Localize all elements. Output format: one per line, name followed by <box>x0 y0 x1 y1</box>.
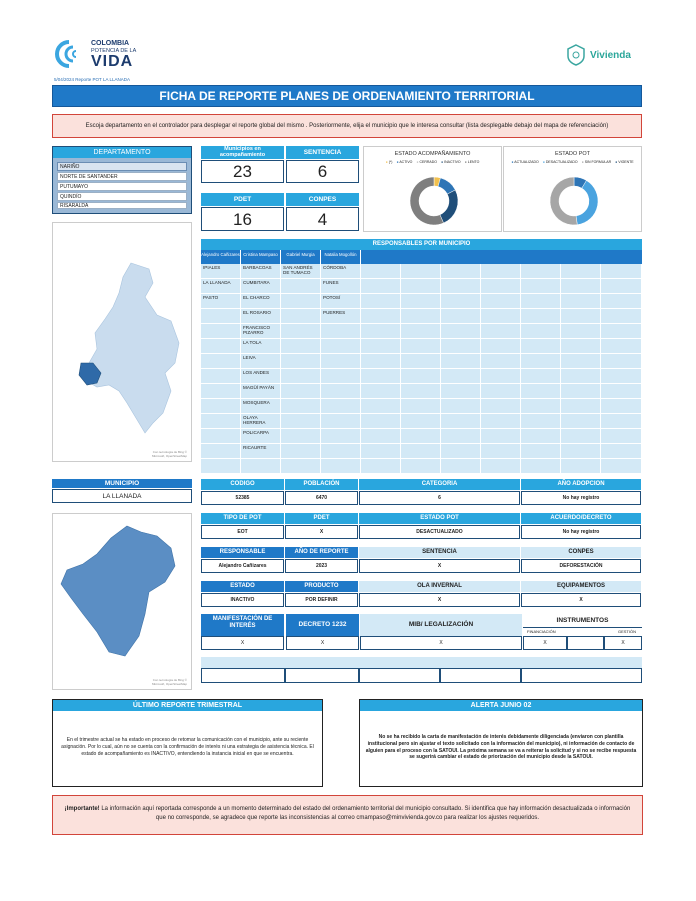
chart-legend <box>364 160 501 164</box>
table-cell <box>441 339 481 354</box>
financiacion-label: FINANCIACIÓN <box>527 629 556 634</box>
table-cell <box>321 414 361 429</box>
kpi-label: SENTENCIA <box>286 146 359 159</box>
table-cell <box>521 279 561 294</box>
table-cell <box>441 294 481 309</box>
info-value: EOT <box>201 525 284 539</box>
chart-title: ESTADO POT <box>554 151 591 157</box>
info-row-4 <box>201 581 642 607</box>
table-cell <box>521 384 561 399</box>
table-cell <box>321 384 361 399</box>
table-cell: LOS ANDES <box>241 369 281 384</box>
legend-item: ● (*) <box>385 160 393 164</box>
table-row <box>201 369 642 384</box>
table-row <box>201 309 642 324</box>
info-label: PRODUCTO <box>285 581 358 592</box>
info-label: ESTADO <box>201 581 284 592</box>
info-value: 2023 <box>285 559 358 573</box>
table-cell: POLICARPA <box>241 429 281 444</box>
vivienda-label: Vivienda <box>590 50 631 61</box>
table-cell: RICAURTE <box>241 444 281 459</box>
logo-line3: VIDA <box>91 53 134 70</box>
legend-item: ● LENTO <box>464 160 480 164</box>
vivienda-logo <box>566 44 646 68</box>
table-cell <box>601 354 642 369</box>
table-row <box>201 429 642 444</box>
responsables-table <box>201 239 642 462</box>
responsables-header <box>201 250 642 264</box>
gestion-value: X <box>604 636 642 650</box>
financiacion-value: X <box>523 636 567 650</box>
table-cell <box>561 429 601 444</box>
table-cell <box>401 459 441 474</box>
departamento-slicer <box>52 146 192 214</box>
colombia-logo-icon <box>54 39 86 69</box>
table-cell <box>441 429 481 444</box>
table-cell <box>561 414 601 429</box>
table-cell <box>401 279 441 294</box>
colombia-map-shape <box>53 223 191 461</box>
table-cell <box>361 459 401 474</box>
info-label: AÑO ADOPCION <box>521 479 641 490</box>
table-cell <box>361 444 401 459</box>
table-cell <box>601 294 642 309</box>
ultimo-reporte-text: En el trimestre actual se ha estado en proceso de retomar la comunicación con el municipio, ante su reciente asignación. Por lo cual, aún no se cuenta con la confirmación de interés ni una estrategia de asistencia técnica. El estado de acompañamiento es INACTIVO, entendiendo la instancia inicial en que se encuentra. <box>61 737 314 757</box>
table-cell <box>401 369 441 384</box>
table-cell <box>321 339 361 354</box>
table-cell <box>601 369 642 384</box>
table-cell: MAGÜÍ PAYÁN <box>241 384 281 399</box>
legend-item: ● VIGENTE <box>615 160 634 164</box>
table-cell <box>601 414 642 429</box>
table-cell <box>481 459 521 474</box>
kpi-label: PDET <box>201 193 284 206</box>
info-value: DEFORESTACIÓN <box>521 559 641 573</box>
info-row-2 <box>201 513 642 539</box>
table-cell <box>561 444 601 459</box>
table-cell: PASTO <box>201 294 241 309</box>
table-cell: LA TOLA <box>241 339 281 354</box>
table-cell <box>481 429 521 444</box>
info-value: INACTIVO <box>201 593 284 607</box>
chart-estado-pot <box>503 146 642 232</box>
table-cell <box>361 264 401 279</box>
table-cell <box>601 339 642 354</box>
info-label: CONPES <box>521 547 641 558</box>
table-cell: MOSQUERA <box>241 399 281 414</box>
gestion-label: GESTIÓN <box>617 629 636 634</box>
table-cell: EL CHARCO <box>241 294 281 309</box>
table-cell <box>561 294 601 309</box>
empty-cell <box>440 668 521 683</box>
responsable-header: Natalia Mogollón <box>321 250 361 264</box>
departamento-option[interactable]: NORTE DE SANTANDER <box>57 172 187 181</box>
legend-item: ● SIN FORMULAR <box>581 160 612 164</box>
kpi-value: 23 <box>201 160 284 183</box>
table-cell <box>441 324 481 339</box>
donut-slice <box>440 190 458 223</box>
table-cell <box>601 459 642 474</box>
alerta-text: No se ha recibido la carta de manifestación de interés debidamente diligenciada (enviaron con plantilla institucional pero sin ajustar el texto solicitado con la información del municipio), ni información de contacto de alguien para el proceso con la SATOUI. La próxima semana se va a reiterar la solicitud y si no se recibe respuesta se sugerirá cambiar el estado de priorización del municipio desde la SATOUI. <box>365 734 637 761</box>
municipio-select[interactable]: LA LLANADA <box>52 489 192 503</box>
table-cell <box>361 414 401 429</box>
narino-map[interactable] <box>52 513 192 690</box>
responsable-header: Gabriel Murgia <box>281 250 321 264</box>
table-cell <box>601 309 642 324</box>
table-row <box>201 414 642 429</box>
table-cell <box>401 264 441 279</box>
table-cell <box>281 369 321 384</box>
table-cell <box>521 264 561 279</box>
table-cell <box>361 339 401 354</box>
table-cell <box>201 429 241 444</box>
empty-header <box>361 250 642 264</box>
table-cell <box>281 339 321 354</box>
table-cell <box>321 459 361 474</box>
table-cell <box>601 324 642 339</box>
table-cell <box>561 354 601 369</box>
kpi-value: 16 <box>201 207 284 231</box>
table-cell <box>521 294 561 309</box>
table-cell <box>441 384 481 399</box>
table-cell <box>361 294 401 309</box>
table-row <box>201 399 642 414</box>
shield-icon <box>566 44 586 66</box>
table-cell <box>401 414 441 429</box>
empty-cell <box>285 668 359 683</box>
table-cell <box>561 459 601 474</box>
table-cell: BARBACOAS <box>241 264 281 279</box>
table-row <box>201 294 642 309</box>
decreto-value: X <box>286 636 359 650</box>
table-cell <box>561 369 601 384</box>
table-cell <box>441 279 481 294</box>
table-cell: FRANCISCO PIZARRO <box>241 324 281 339</box>
legend-item: ● ACTUALIZADO <box>511 160 539 164</box>
table-cell <box>441 264 481 279</box>
info-value: No hay registro <box>521 491 641 505</box>
table-cell <box>601 444 642 459</box>
responsables-title: RESPONSABLES POR MUNICIPIO <box>201 239 642 250</box>
table-cell <box>481 309 521 324</box>
table-cell <box>281 429 321 444</box>
table-cell <box>601 399 642 414</box>
info-value: X <box>521 593 641 607</box>
table-cell <box>481 399 521 414</box>
info-label: ACUERDO/DECRETO <box>521 513 641 524</box>
table-cell <box>281 294 321 309</box>
table-cell <box>281 324 321 339</box>
table-row <box>201 384 642 399</box>
info-label: RESPONSABLE <box>201 547 284 558</box>
table-cell <box>281 444 321 459</box>
table-row <box>201 444 642 459</box>
table-cell <box>321 369 361 384</box>
table-cell <box>561 399 601 414</box>
page-title: FICHA DE REPORTE PLANES DE ORDENAMIENTO TERRITORIAL <box>52 85 642 107</box>
instrumentos-label: INSTRUMENTOS <box>523 614 642 627</box>
table-cell <box>521 369 561 384</box>
table-cell <box>281 354 321 369</box>
table-cell <box>481 264 521 279</box>
empty-cell <box>359 668 440 683</box>
ultimo-reporte-box <box>52 699 323 787</box>
table-cell <box>401 339 441 354</box>
empty-header-row <box>201 657 642 668</box>
report-subline: 5/04/2024 Reporte POT LA LLANADA <box>54 77 130 82</box>
table-cell <box>441 309 481 324</box>
colombia-logo <box>54 37 174 75</box>
responsables-body <box>201 264 642 474</box>
table-cell <box>441 354 481 369</box>
chart-legend <box>504 160 641 164</box>
table-cell: CUMBITARA <box>241 279 281 294</box>
table-cell <box>441 369 481 384</box>
table-cell <box>241 459 281 474</box>
table-row <box>201 264 642 279</box>
info-row-3 <box>201 547 642 573</box>
footer-bold: ¡Importante! <box>64 806 100 812</box>
table-cell: LA LLANADA <box>201 279 241 294</box>
legend-item: ● INACTIVO <box>441 160 461 164</box>
table-cell <box>201 444 241 459</box>
info-label: PDET <box>285 513 358 524</box>
table-cell <box>281 279 321 294</box>
alerta-title: ALERTA JUNIO 02 <box>360 700 642 711</box>
logo-line2: POTENCIA DE LA <box>91 48 137 54</box>
decreto-label: DECRETO 1232 <box>286 614 359 636</box>
table-cell <box>481 339 521 354</box>
kpi-value: 4 <box>286 207 359 231</box>
table-row <box>201 339 642 354</box>
instrumento-value <box>567 636 604 650</box>
kpi-value: 6 <box>286 160 359 183</box>
table-cell <box>601 384 642 399</box>
table-cell: SAN ANDRÉS DE TUMACO <box>281 264 321 279</box>
table-cell <box>361 369 401 384</box>
departamento-option[interactable]: QUINDÍO <box>57 192 187 201</box>
table-cell <box>521 324 561 339</box>
table-cell <box>281 459 321 474</box>
table-cell <box>601 429 642 444</box>
mib-value: X <box>360 636 522 650</box>
municipio-label: MUNICIPIO <box>52 479 192 488</box>
table-cell <box>401 294 441 309</box>
manifestacion-value: X <box>201 636 284 650</box>
table-cell <box>561 384 601 399</box>
table-cell <box>281 384 321 399</box>
table-cell <box>361 279 401 294</box>
info-value: No hay registro <box>521 525 641 539</box>
instrumentos-subheader <box>523 627 642 636</box>
table-cell <box>201 369 241 384</box>
table-row <box>201 279 642 294</box>
table-cell <box>481 294 521 309</box>
table-cell <box>481 354 521 369</box>
table-row <box>201 354 642 369</box>
table-cell <box>561 324 601 339</box>
table-cell <box>561 339 601 354</box>
colombia-map[interactable] <box>52 222 192 462</box>
table-cell <box>201 384 241 399</box>
alerta-box <box>359 699 643 787</box>
table-cell <box>481 444 521 459</box>
table-cell <box>521 459 561 474</box>
info-value: X <box>359 559 520 573</box>
table-cell: EL ROSARIO <box>241 309 281 324</box>
table-cell <box>441 414 481 429</box>
responsable-header: Alejandro Cañizares <box>201 250 241 264</box>
table-cell <box>281 414 321 429</box>
table-cell <box>481 414 521 429</box>
info-label: TIPO DE POT <box>201 513 284 524</box>
instructions-banner: Escoja departamento en el controlador para desplegar el reporte global del mismo . Posteriormente, elija el municipio que le interesa consultar (lista desplegable debajo del mapa de referenciación) <box>52 114 642 138</box>
table-cell: FUNES <box>321 279 361 294</box>
table-cell <box>361 384 401 399</box>
table-cell: PUERRES <box>321 309 361 324</box>
kpi-label: CONPES <box>286 193 359 206</box>
info-label: CATEGORIA <box>359 479 520 490</box>
table-cell <box>201 459 241 474</box>
map-credit: Con tecnología de Bing © Microsoft, OpenStreetMap <box>151 678 187 686</box>
table-cell <box>201 399 241 414</box>
info-label: POBLACIÓN <box>285 479 358 490</box>
table-cell <box>481 369 521 384</box>
legend-item: ● DESACTUALIZADO <box>542 160 578 164</box>
info-label: AÑO DE REPORTE <box>285 547 358 558</box>
table-cell <box>361 309 401 324</box>
info-label: SENTENCIA <box>359 547 520 558</box>
table-cell <box>281 399 321 414</box>
narino-map-shape <box>53 514 191 689</box>
table-cell <box>521 429 561 444</box>
table-cell <box>401 384 441 399</box>
table-cell <box>201 354 241 369</box>
table-row <box>201 324 642 339</box>
table-cell: IPIALES <box>201 264 241 279</box>
table-cell <box>321 444 361 459</box>
table-row <box>201 459 642 474</box>
table-cell <box>601 264 642 279</box>
info-row-1 <box>201 479 642 505</box>
table-cell <box>401 354 441 369</box>
info-label: OLA INVERNAL <box>359 581 520 592</box>
departamento-option[interactable]: NARIÑO <box>57 162 187 171</box>
table-cell <box>521 354 561 369</box>
table-cell <box>441 399 481 414</box>
info-label: CODIGO <box>201 479 284 490</box>
table-cell <box>401 444 441 459</box>
info-value: DESACTUALIZADO <box>359 525 520 539</box>
table-cell <box>321 354 361 369</box>
table-cell <box>481 279 521 294</box>
table-cell <box>361 429 401 444</box>
responsable-header: Cristina Mampaso <box>241 250 281 264</box>
ultimo-reporte-title: ÚLTIMO REPORTE TRIMESTRAL <box>53 700 322 711</box>
table-cell <box>281 309 321 324</box>
table-cell: OLAYA HERRERA <box>241 414 281 429</box>
table-cell <box>401 309 441 324</box>
table-cell: LEIVA <box>241 354 281 369</box>
table-cell <box>361 354 401 369</box>
manifestacion-label: MANIFESTACIÓN DE INTERÉS <box>201 614 284 636</box>
table-cell <box>361 399 401 414</box>
table-cell <box>401 324 441 339</box>
table-cell <box>361 324 401 339</box>
info-value: X <box>359 593 520 607</box>
table-cell <box>321 429 361 444</box>
table-cell <box>481 384 521 399</box>
table-cell <box>561 264 601 279</box>
table-cell: CÓRDOBA <box>321 264 361 279</box>
departamento-label: DEPARTAMENTO <box>53 147 191 158</box>
info-value: 6470 <box>285 491 358 505</box>
table-cell <box>401 429 441 444</box>
legend-item: ● ACTIVO <box>396 160 413 164</box>
legend-item: ● CERRADO <box>416 160 437 164</box>
donut-slice <box>550 177 577 225</box>
info-label: ESTADO POT <box>359 513 520 524</box>
info-value: Alejandro Cañizares <box>201 559 284 573</box>
table-cell <box>561 309 601 324</box>
table-cell <box>201 309 241 324</box>
info-value: 52385 <box>201 491 284 505</box>
donut-chart <box>544 171 604 231</box>
empty-cell <box>521 668 642 683</box>
table-cell <box>521 309 561 324</box>
kpi-label: Municipios en acompañamiento <box>201 146 284 159</box>
logo-line1: COLOMBIA <box>91 40 130 47</box>
table-cell <box>321 324 361 339</box>
mib-label: MIB/ LEGALIZACIÓN <box>360 614 522 636</box>
table-cell <box>201 324 241 339</box>
table-cell <box>561 279 601 294</box>
info-value: 6 <box>359 491 520 505</box>
footer-text: La información aquí reportada corresponde a un momento determinado del estado del ordenamiento territorial del municipio consultado. Si identifica que hay información desactualizada o información que no corresponde, se agradece que reporte las inconsistencias al correo cmampaso@minvivienda.gov.co para realizar los ajustes requeridos. <box>99 806 631 821</box>
table-cell <box>321 399 361 414</box>
departamento-option[interactable]: RISARALDA <box>57 202 187 209</box>
empty-cell <box>201 668 285 683</box>
table-cell <box>521 414 561 429</box>
departamento-option[interactable]: PUTUMAYO <box>57 182 187 191</box>
table-cell <box>521 399 561 414</box>
table-cell <box>201 414 241 429</box>
map-credit: Con tecnología de Bing © Microsoft, OpenStreetMap <box>151 450 187 458</box>
info-label: EQUIPAMENTOS <box>521 581 641 592</box>
table-cell: POTOSÍ <box>321 294 361 309</box>
empty-value-row <box>201 668 642 683</box>
table-cell <box>441 444 481 459</box>
table-cell <box>201 339 241 354</box>
table-cell <box>441 459 481 474</box>
footer-notice <box>52 795 643 835</box>
table-cell <box>601 279 642 294</box>
table-cell <box>481 324 521 339</box>
info-value: POR DEFINIR <box>285 593 358 607</box>
donut-chart <box>404 171 464 231</box>
chart-estado-acompanamiento <box>363 146 502 232</box>
chart-title: ESTADO ACOMPAÑAMIENTO <box>394 151 471 157</box>
info-value: X <box>285 525 358 539</box>
table-cell <box>401 399 441 414</box>
table-cell <box>521 444 561 459</box>
table-cell <box>521 339 561 354</box>
